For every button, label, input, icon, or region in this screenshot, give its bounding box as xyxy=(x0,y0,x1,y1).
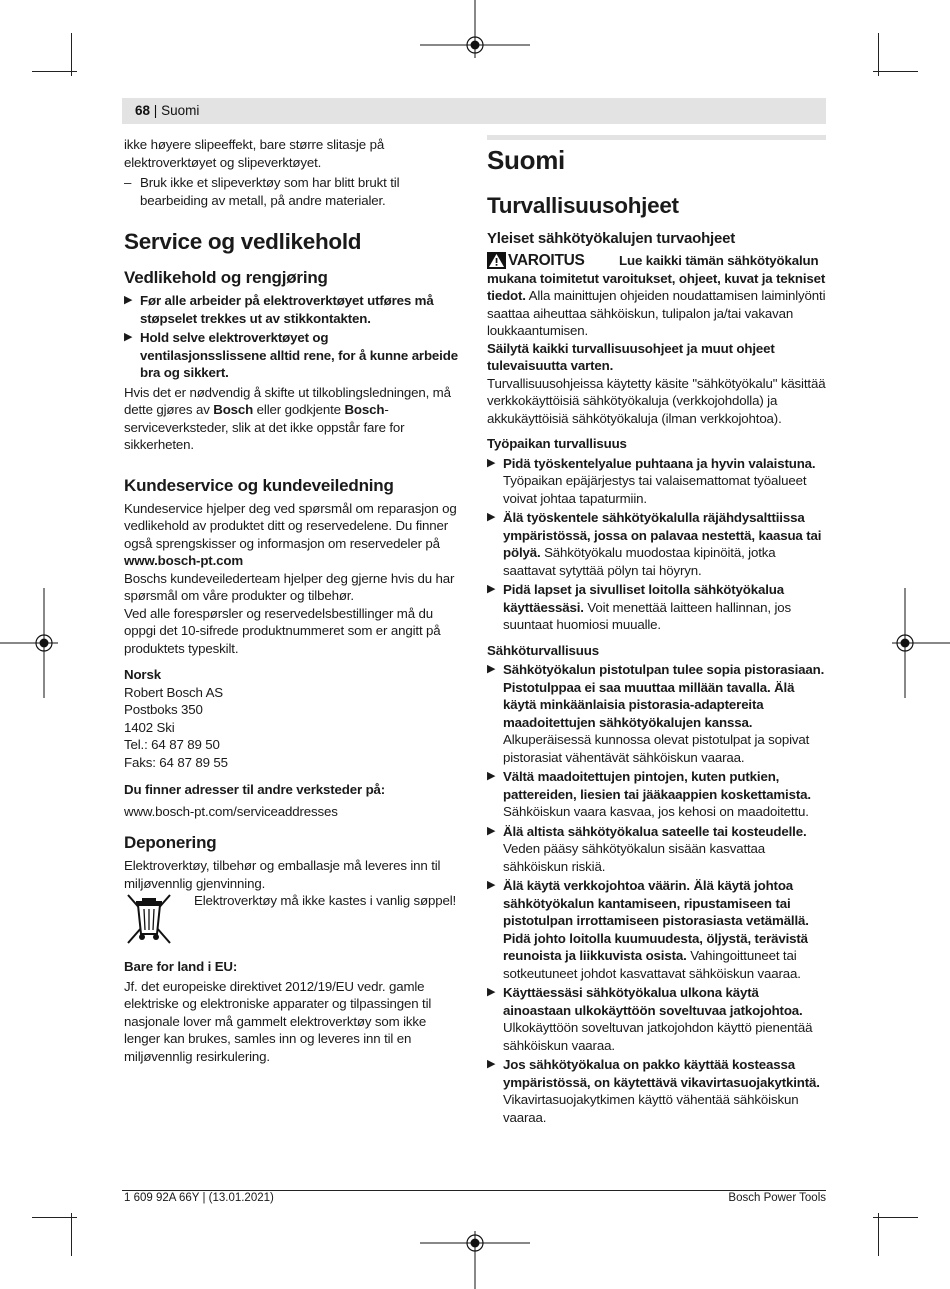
registration-mark-icon xyxy=(890,588,950,698)
page-header xyxy=(135,103,199,118)
subsection-title-maintenance: Vedlikehold og rengjøring xyxy=(124,268,328,287)
crop-mark xyxy=(32,1217,77,1218)
registration-mark-icon xyxy=(0,588,60,698)
electrical-item: ▶ Vältä maadoitettujen pintojen, kuten putkien, pattereiden, liesien tai jääkaappien koskettamista. Sähköiskun vaara kasvaa, jos kehosi on maadoitettu. xyxy=(487,769,811,819)
section-rule xyxy=(487,135,826,140)
eu-text: Jf. det europeiske direktivet 2012/19/EU vedr. gamle elektriske og elektroniske apparater og tilpassingen til nasjonale lover må gammelt elektroverktøy som ikke lenger kan brukes, samles inn og leveres inn til en miljøvennlig resirkulering. xyxy=(124,978,432,1064)
other-addresses-url[interactable]: www.bosch-pt.com/serviceaddresses xyxy=(124,803,338,819)
crop-mark xyxy=(873,71,918,72)
eu-title: Bare for land i EU: xyxy=(124,959,238,974)
bullet-arrow-icon: ▶ xyxy=(487,879,496,891)
crop-mark xyxy=(878,33,879,76)
crop-mark xyxy=(32,71,77,72)
bullet-arrow-icon: ▶ xyxy=(487,986,496,998)
crossed-out-bin-icon xyxy=(124,892,174,946)
subsection-title-electrical: Sähköturvallisuus xyxy=(487,642,599,658)
customer-service-text-3: Ved alle forespørsler og reservedelsbestillinger må du oppgi det 10-sifrede produktnummeret som er angitt på produktets typeskilt. xyxy=(124,605,441,656)
warning-badge xyxy=(487,252,585,270)
address-line: Faks: 64 87 89 55 xyxy=(124,754,228,770)
header-section: Suomi xyxy=(161,103,200,118)
address-line: Robert Bosch AS xyxy=(124,684,224,700)
warning-word: VAROITUS xyxy=(508,252,585,269)
disposal-text: Elektroverktøy, tilbehør og emballasje må leveres inn til miljøvennlig gjenvinning. xyxy=(124,858,441,891)
customer-service-url: www.bosch-pt.com xyxy=(124,553,243,568)
header-bar xyxy=(122,98,826,124)
subsection-title-workplace: Työpaikan turvallisuus xyxy=(487,436,627,451)
country-label: Norsk xyxy=(124,667,161,682)
electrical-item: ▶ Käyttäessäsi sähkötyökalua ulkona käytä ainoastaan ulkokäyttöön soveltuvaa jatkojohtoa. Ulkokäyttöön soveltuvan jatkojohdon käyttö pienentää sähköiskun vaaraa. xyxy=(487,985,813,1053)
bullet-arrow-icon: ▶ xyxy=(487,770,496,782)
crop-mark xyxy=(878,1213,879,1256)
intro-continuation: ikke høyere slipeeffekt, bare større slitasje på elektroverktøyet og slipeverktøyet. xyxy=(124,137,385,170)
footer-brand: Bosch Power Tools xyxy=(728,1192,826,1204)
crop-mark xyxy=(71,33,72,76)
page-number: 68 xyxy=(135,103,151,118)
crop-mark xyxy=(873,1217,918,1218)
address-line: Postboks 350 xyxy=(124,702,203,717)
electrical-item: ▶ Sähkötyökalun pistotulpan tulee sopia pistorasiaan. Pistotulppaa ei saa muuttaa millään tavalla. Älä käytä minkäänlaisia pistorasia-adaptereita maadoitettujen sähkötyökalujen kanssa. Alkuperäisessä kunnossa olevat pistotulpat ja sopivat pistorasiat vähentävät sähköiskun vaaraa. xyxy=(487,662,825,765)
crop-mark xyxy=(71,1213,72,1256)
electrical-item: ▶ Jos sähkötyökalua on pakko käyttää kosteassa ympäristössä, on käytettävä vikavirtasuojakytkintä. Vikavirtasuojakytkimen käyttö vähentää sähköiskun vaaraa. xyxy=(487,1057,820,1125)
electrical-item: ▶ Älä altista sähkötyökalua sateelle tai kosteudelle. Veden pääsy sähkötyökalun sisään kasvattaa sähköiskun riskiä. xyxy=(487,823,807,874)
maintenance-bullet xyxy=(124,329,458,382)
footer-document-number: 1 609 92A 66Y | (13.01.2021) xyxy=(124,1192,274,1204)
header-separator: | xyxy=(153,103,158,118)
language-title: Suomi xyxy=(487,145,565,175)
maintenance-bullet xyxy=(124,292,458,327)
bullet-arrow-icon: ▶ xyxy=(487,511,496,523)
workplace-item: ▶ Pidä työskentelyalue puhtaana ja hyvin valaistuna. Työpaikan epäjärjestys tai valaisemattomat työalueet voivat johtaa tapaturmiin. xyxy=(487,455,816,506)
subsection-title-customer-service: Kundeservice og kundeveiledning xyxy=(124,475,394,495)
subsection-title-general: Yleiset sähkötyökalujen turvaohjeet xyxy=(487,230,736,247)
weee-block xyxy=(124,892,458,950)
weee-text: Elektroverktøy må ikke kastes i vanlig søppel! xyxy=(194,893,457,908)
bullet-arrow-icon: ▶ xyxy=(487,663,496,675)
subsection-title-disposal: Deponering xyxy=(124,833,217,852)
left-column xyxy=(124,136,458,1065)
workplace-item: ▶ Älä työskentele sähkötyökalulla räjähdysalttiissa ympäristössä, jossa on palavaa nestettä, kaasua tai pölyä. Sähkötyökalu muodostaa kipinöitä, jotka saattavat sytyttää pölyn tai höyryn. xyxy=(487,510,822,578)
warning-block xyxy=(487,252,826,340)
dash-symbol: – xyxy=(124,175,132,190)
registration-mark-icon xyxy=(420,1229,530,1289)
other-addresses-label: Du finner adresser til andre verksteder på: xyxy=(124,782,386,797)
cord-replacement-text: Hvis det er nødvendig å skifte ut tilkoblingsledningen, må dette gjøres av Bosch eller godkjente Bosch-serviceverksteder, slik at det ikke oppstår fare for sikkerheten. xyxy=(124,384,451,452)
bullet-text: Hold selve elektroverktøyet og ventilasjonsslissene alltid rene, for å kunne arbeide bra og sikkert. xyxy=(140,330,458,380)
dash-item-text: Bruk ikke et slipeverktøy som har blitt brukt til bearbeiding av metall, på andre materialer. xyxy=(140,175,400,208)
customer-service-text-2: Boschs kundeveilederteam hjelper deg gjerne hvis du har spørsmål om våre produkter og tilbehør. xyxy=(124,570,455,603)
bullet-arrow-icon: ▶ xyxy=(487,583,496,595)
bullet-arrow-icon: ▶ xyxy=(487,824,496,837)
dash-item xyxy=(124,174,458,209)
bullet-arrow-icon: ▶ xyxy=(124,331,133,343)
warning-text: Lue kaikki tämän sähkötyökalun mukana toimitetut varoitukset, ohjeet, kuvat ja tekniset tiedot. Alla mainittujen ohjeiden noudattamisen laiminlyönti saattaa aiheuttaa sähköiskun, tulipalon ja/tai vakavan loukkaantumisen. xyxy=(487,253,826,338)
address-line: Tel.: 64 87 89 50 xyxy=(124,737,220,752)
keep-instructions-text: Säilytä kaikki turvallisuusohjeet ja muut ohjeet tulevaisuutta varten. xyxy=(487,340,775,373)
workplace-item: ▶ Pidä lapset ja sivulliset loitolla sähkötyökalua käyttäessäsi. Voit menettää laitteen hallinnan, jos suuntaat huomiosi muualle. xyxy=(487,582,792,632)
address-line: 1402 Ski xyxy=(124,719,175,735)
registration-mark-icon xyxy=(420,0,530,60)
warning-triangle-icon xyxy=(487,252,506,269)
term-definition-text: Turvallisuusohjeissa käytetty käsite "sähkötyökalu" käsittää verkkokäyttöisiä sähkötyökaluja (verkkojohdolla) ja akkukäyttöisiä sähkötyökaluja (ilman verkkojohtoa). xyxy=(487,375,826,426)
customer-service-text: Kundeservice hjelper deg ved spørsmål om reparasjon og vedlikehold av produktet ditt og reservedelene. Du finner også sprengskisser og informasjon om reservedeler på xyxy=(124,500,457,551)
bullet-arrow-icon: ▶ xyxy=(487,1058,496,1070)
footer-rule xyxy=(122,1190,826,1191)
right-column xyxy=(487,145,826,1126)
bullet-arrow-icon: ▶ xyxy=(124,294,133,306)
bullet-text: Før alle arbeider på elektroverktøyet utføres må støpselet trekkes ut av stikkontakten. xyxy=(140,293,434,326)
electrical-item: ▶ Älä käytä verkkojohtoa väärin. Älä käytä johtoa sähkötyökalun kantamiseen, ripustamiseen tai pistotulpan irrottamiseen pistorasiasta vetämällä. Pidä johto loitolla kuumuudesta, öljystä, terävistä reunoista ja liikkuvista osista. Vahingoittuneet tai sotkeutuneet johdot kasvattavat sähköiskun vaaraa. xyxy=(487,878,809,981)
bullet-arrow-icon: ▶ xyxy=(487,456,496,469)
section-title-safety: Turvallisuusohjeet xyxy=(487,193,679,218)
section-title-service: Service og vedlikehold xyxy=(124,229,362,254)
